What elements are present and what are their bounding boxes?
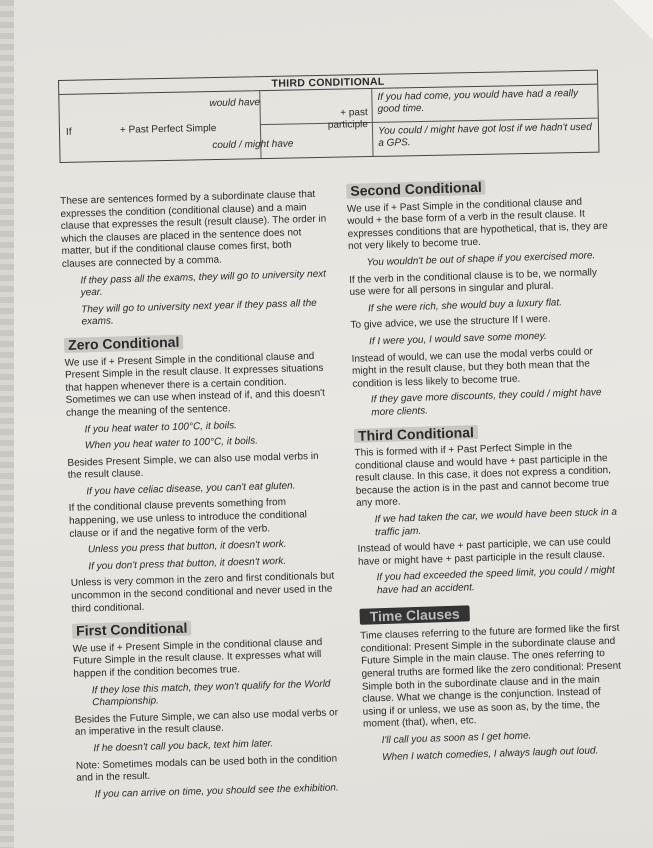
example: If he doesn't call you back, text him later. (93, 738, 274, 755)
paragraph: Time clauses referring to the future are formed like the first conditional: Present Simple in the subordinate clause and Future Simple in the main clause. The ones referring to general truths are formed like the zero conditional: Present Simple both in the subordinate clause and in the main clause. What we change is the conjunction. Instead of using if or unless, we use as soon as, by the time, the moment (that), when, etc. (360, 622, 622, 731)
paragraph: We use if + Past Simple in the conditional clause and would + the base form of a verb in the result clause. It expresses conditions that are hypothetical, that is, they are not very likely to become true. (346, 196, 608, 253)
paragraph: If the conditional clause prevents something from happening, we use unless to introduce the conditional clause or if and the negative form of the verb. (68, 497, 308, 540)
paragraph: To give advice, we use the structure If I were. (350, 313, 551, 332)
example: If I were you, I would save some money. (368, 330, 547, 348)
table-row (58, 85, 599, 163)
left-column (60, 189, 343, 807)
paragraph: This is formed with if + Past Perfect Simple in the conditional clause and would have + past participle in the result clause. In this case, it does not express a condition, because the action is in the past and cannot become true any more. (354, 441, 612, 510)
example: They will go to university next year if they pass all the exams. (81, 297, 317, 328)
example-could: You could / might have got lost if we hadn't used a GPS. (377, 121, 592, 149)
example: When you heat water to 100°C, it boils. (84, 435, 259, 452)
paragraph: Unless is very common in the zero and first conditionals but uncommon in the second conditional and never used in the third conditional. (70, 570, 335, 615)
paragraph: Note: Sometimes modals can be used both in the condition and in the result. (75, 753, 338, 784)
paragraph: Instead of would have + past participle, we can use could have or might have + past participle in the result clause. (357, 536, 611, 568)
main-clause-could: could / might have (212, 138, 294, 152)
example-would: If you had come, you would have had a really good time. (377, 88, 579, 115)
first-conditional-heading: First Conditional (72, 621, 192, 639)
past-participle-label: + past participle (327, 107, 369, 131)
example: Unless you press that button, it doesn't work. (87, 539, 287, 556)
paragraph: We use if + Present Simple in the conditional clause and Future Simple in the result clause. It expresses what will happen if the condition becomes true. (72, 636, 323, 680)
example: If you heat water to 100°C, it boils. (84, 419, 238, 435)
main-clause-would: would have (209, 97, 261, 110)
example: If we had taken the car, we would have been stuck in a traffic jam. (374, 506, 618, 538)
example: If you have celiac disease, you can't eat gluten. (86, 480, 296, 498)
if-word: If (65, 126, 72, 138)
example: If they lose this match, they won't qualify for the World Championship. (91, 678, 331, 709)
example: If they pass all the exams, they will go to university next year. (80, 268, 327, 299)
paragraph: Instead of would, we can use the modal verbs could or might in the result clause, but they both mean that the condition is less likely to become true. (351, 345, 593, 390)
paragraph: If the verb in the conditional clause is to be, we normally use were for all persons in singular and plural. (348, 266, 598, 299)
third-conditional-table (58, 70, 600, 164)
time-clauses-heading: Time Clauses (359, 605, 469, 625)
binding-edge (0, 0, 14, 848)
paragraph: We use if + Present Simple in the conditional clause and Present Simple in the result clause. It expresses situations that happen whenever there is a certain condition. Sometimes we can use when instead of if, and this doesn't change the meaning of the sentence. (64, 350, 326, 419)
table-title: THIRD CONDITIONAL (58, 70, 598, 95)
zero-conditional-heading: Zero Conditional (64, 335, 184, 353)
second-conditional-heading: Second Conditional (346, 180, 486, 199)
third-conditional-heading: Third Conditional (354, 424, 478, 442)
paragraph: Besides the Future Simple, we can also use modal verbs or an imperative in the result clause. (74, 707, 339, 739)
example: If you don't press that button, it doesn't work. (88, 555, 287, 573)
example: If you can arrive on time, you should see the exhibition. (94, 782, 339, 801)
example: If they gave more discounts, they could / might have more clients. (370, 387, 602, 419)
paragraph: Besides Present Simple, we can also use modal verbs in the result clause. (67, 450, 319, 482)
example: If you had exceeded the speed limit, you could / might have had an accident. (376, 565, 616, 597)
intro-paragraph: These are sentences formed by a subordinate clause that expresses the condition (conditional clause) and a main clause that expresses the result (result clause). The order in which the clauses are placed in the sentence does not matter, but if the conditional clause comes first, both clauses are connected by a comma. (60, 188, 327, 270)
example: When I watch comedies, I always laugh out loud. (381, 744, 599, 763)
clause-structure: + Past Perfect Simple (119, 122, 217, 136)
page-fold-corner (613, 0, 653, 40)
right-column (346, 172, 626, 769)
example: If she were rich, she would buy a luxury flat. (367, 297, 563, 315)
example: You wouldn't be out of shape if you exercised more. (366, 250, 596, 269)
example: I'll call you as soon as I get home. (381, 730, 532, 747)
